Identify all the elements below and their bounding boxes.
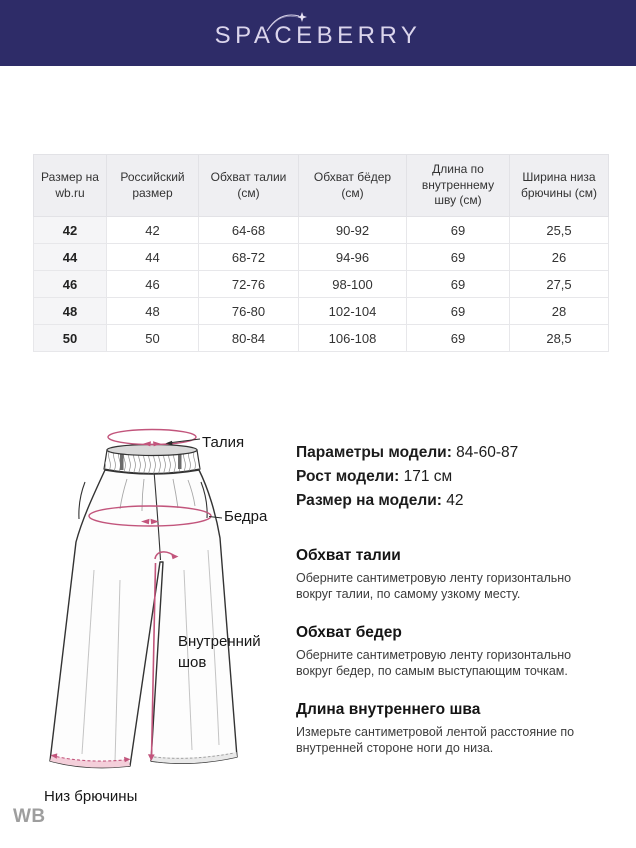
cell-waist: 64-68: [199, 217, 299, 244]
table-header-row: [34, 155, 609, 217]
col-header-inseam: Длина по внутреннему шву (см): [407, 155, 510, 217]
waist-measure-line: [108, 430, 200, 447]
cell-ru-size: 44: [107, 244, 199, 271]
model-height: [296, 465, 618, 489]
pants-outline: [50, 470, 237, 768]
cell-waist: 72-76: [199, 271, 299, 298]
guide-hips-text: Оберните сантиметровую ленту горизонтально вокруг бедер, по самым выступающим точкам.: [296, 648, 572, 678]
brand-header: [0, 0, 636, 66]
model-parameters-value: 84-60-87: [456, 444, 519, 461]
cell-wb-size: 44: [34, 244, 107, 271]
pants-measurement-diagram: [32, 420, 268, 810]
cell-leg-width: 28,5: [510, 325, 609, 352]
cell-inseam: 69: [407, 298, 510, 325]
cell-hips: 98-100: [299, 271, 407, 298]
inner-seam-label: Внутренний шов: [178, 633, 261, 671]
cell-wb-size: 42: [34, 217, 107, 244]
cell-leg-width: 25,5: [510, 217, 609, 244]
wb-watermark: WB: [13, 806, 46, 827]
cell-wb-size: 50: [34, 325, 107, 352]
cell-wb-size: 46: [34, 271, 107, 298]
leg-bottom-label: Низ брючины: [44, 788, 138, 805]
model-parameters-label: Параметры модели:: [296, 444, 452, 461]
cell-wb-size: 48: [34, 298, 107, 325]
guide-waist: [296, 547, 618, 602]
cell-ru-size: 46: [107, 271, 199, 298]
model-size-label: Размер на модели:: [296, 492, 442, 509]
cell-leg-width: 28: [510, 298, 609, 325]
col-header-waist: Обхват талии (см): [199, 155, 299, 217]
cell-waist: 80-84: [199, 325, 299, 352]
col-header-wb-size: Размер на wb.ru: [34, 155, 107, 217]
cell-hips: 106-108: [299, 325, 407, 352]
size-table: [33, 154, 609, 352]
waist-label: Талия: [202, 434, 245, 451]
cell-ru-size: 42: [107, 217, 199, 244]
cell-ru-size: 50: [107, 325, 199, 352]
guide-waist-title: Обхват талии: [296, 547, 401, 564]
cell-hips: 94-96: [299, 244, 407, 271]
cell-inseam: 69: [407, 325, 510, 352]
pants-illustration: [32, 420, 262, 810]
guide-hips-title: Обхват бедер: [296, 624, 402, 641]
cell-leg-width: 27,5: [510, 271, 609, 298]
table-row-size-50: [34, 325, 609, 352]
cell-hips: 102-104: [299, 298, 407, 325]
cell-leg-width: 26: [510, 244, 609, 271]
measurement-info-column: [296, 441, 618, 778]
model-height-label: Рост модели:: [296, 468, 400, 485]
table-row-size-44: [34, 244, 609, 271]
model-info: [296, 441, 618, 513]
cell-inseam: 69: [407, 271, 510, 298]
cell-hips: 90-92: [299, 217, 407, 244]
model-size: [296, 489, 618, 513]
col-header-ru-size: Российский размер: [107, 155, 199, 217]
waistband: [104, 445, 200, 474]
brand-name: SPACEBERRY: [214, 22, 422, 49]
cell-inseam: 69: [407, 217, 510, 244]
col-header-hips: Обхват бёдер (см): [299, 155, 407, 217]
guide-waist-text: Оберните сантиметровую ленту горизонтально вокруг талии, по самому узкому месту.: [296, 571, 572, 601]
table-row-size-48: [34, 298, 609, 325]
brand-logo: [215, 22, 422, 50]
cell-waist: 68-72: [199, 244, 299, 271]
cell-waist: 76-80: [199, 298, 299, 325]
guide-hips: [296, 624, 618, 679]
guide-inseam-text: Измерьте сантиметровой лентой расстояние по внутренней стороне ноги до низа.: [296, 725, 575, 755]
model-parameters: [296, 441, 618, 465]
cell-ru-size: 48: [107, 298, 199, 325]
cell-inseam: 69: [407, 244, 510, 271]
model-height-value: 171 см: [403, 468, 453, 485]
col-header-leg-width: Ширина низа брючины (см): [510, 155, 609, 217]
guide-inseam-title: Длина внутреннего шва: [296, 701, 481, 718]
guide-inseam: [296, 701, 618, 756]
table-row-size-46: [34, 271, 609, 298]
model-size-value: 42: [446, 492, 464, 509]
hips-label: Бедра: [224, 508, 268, 525]
table-row-size-42: [34, 217, 609, 244]
